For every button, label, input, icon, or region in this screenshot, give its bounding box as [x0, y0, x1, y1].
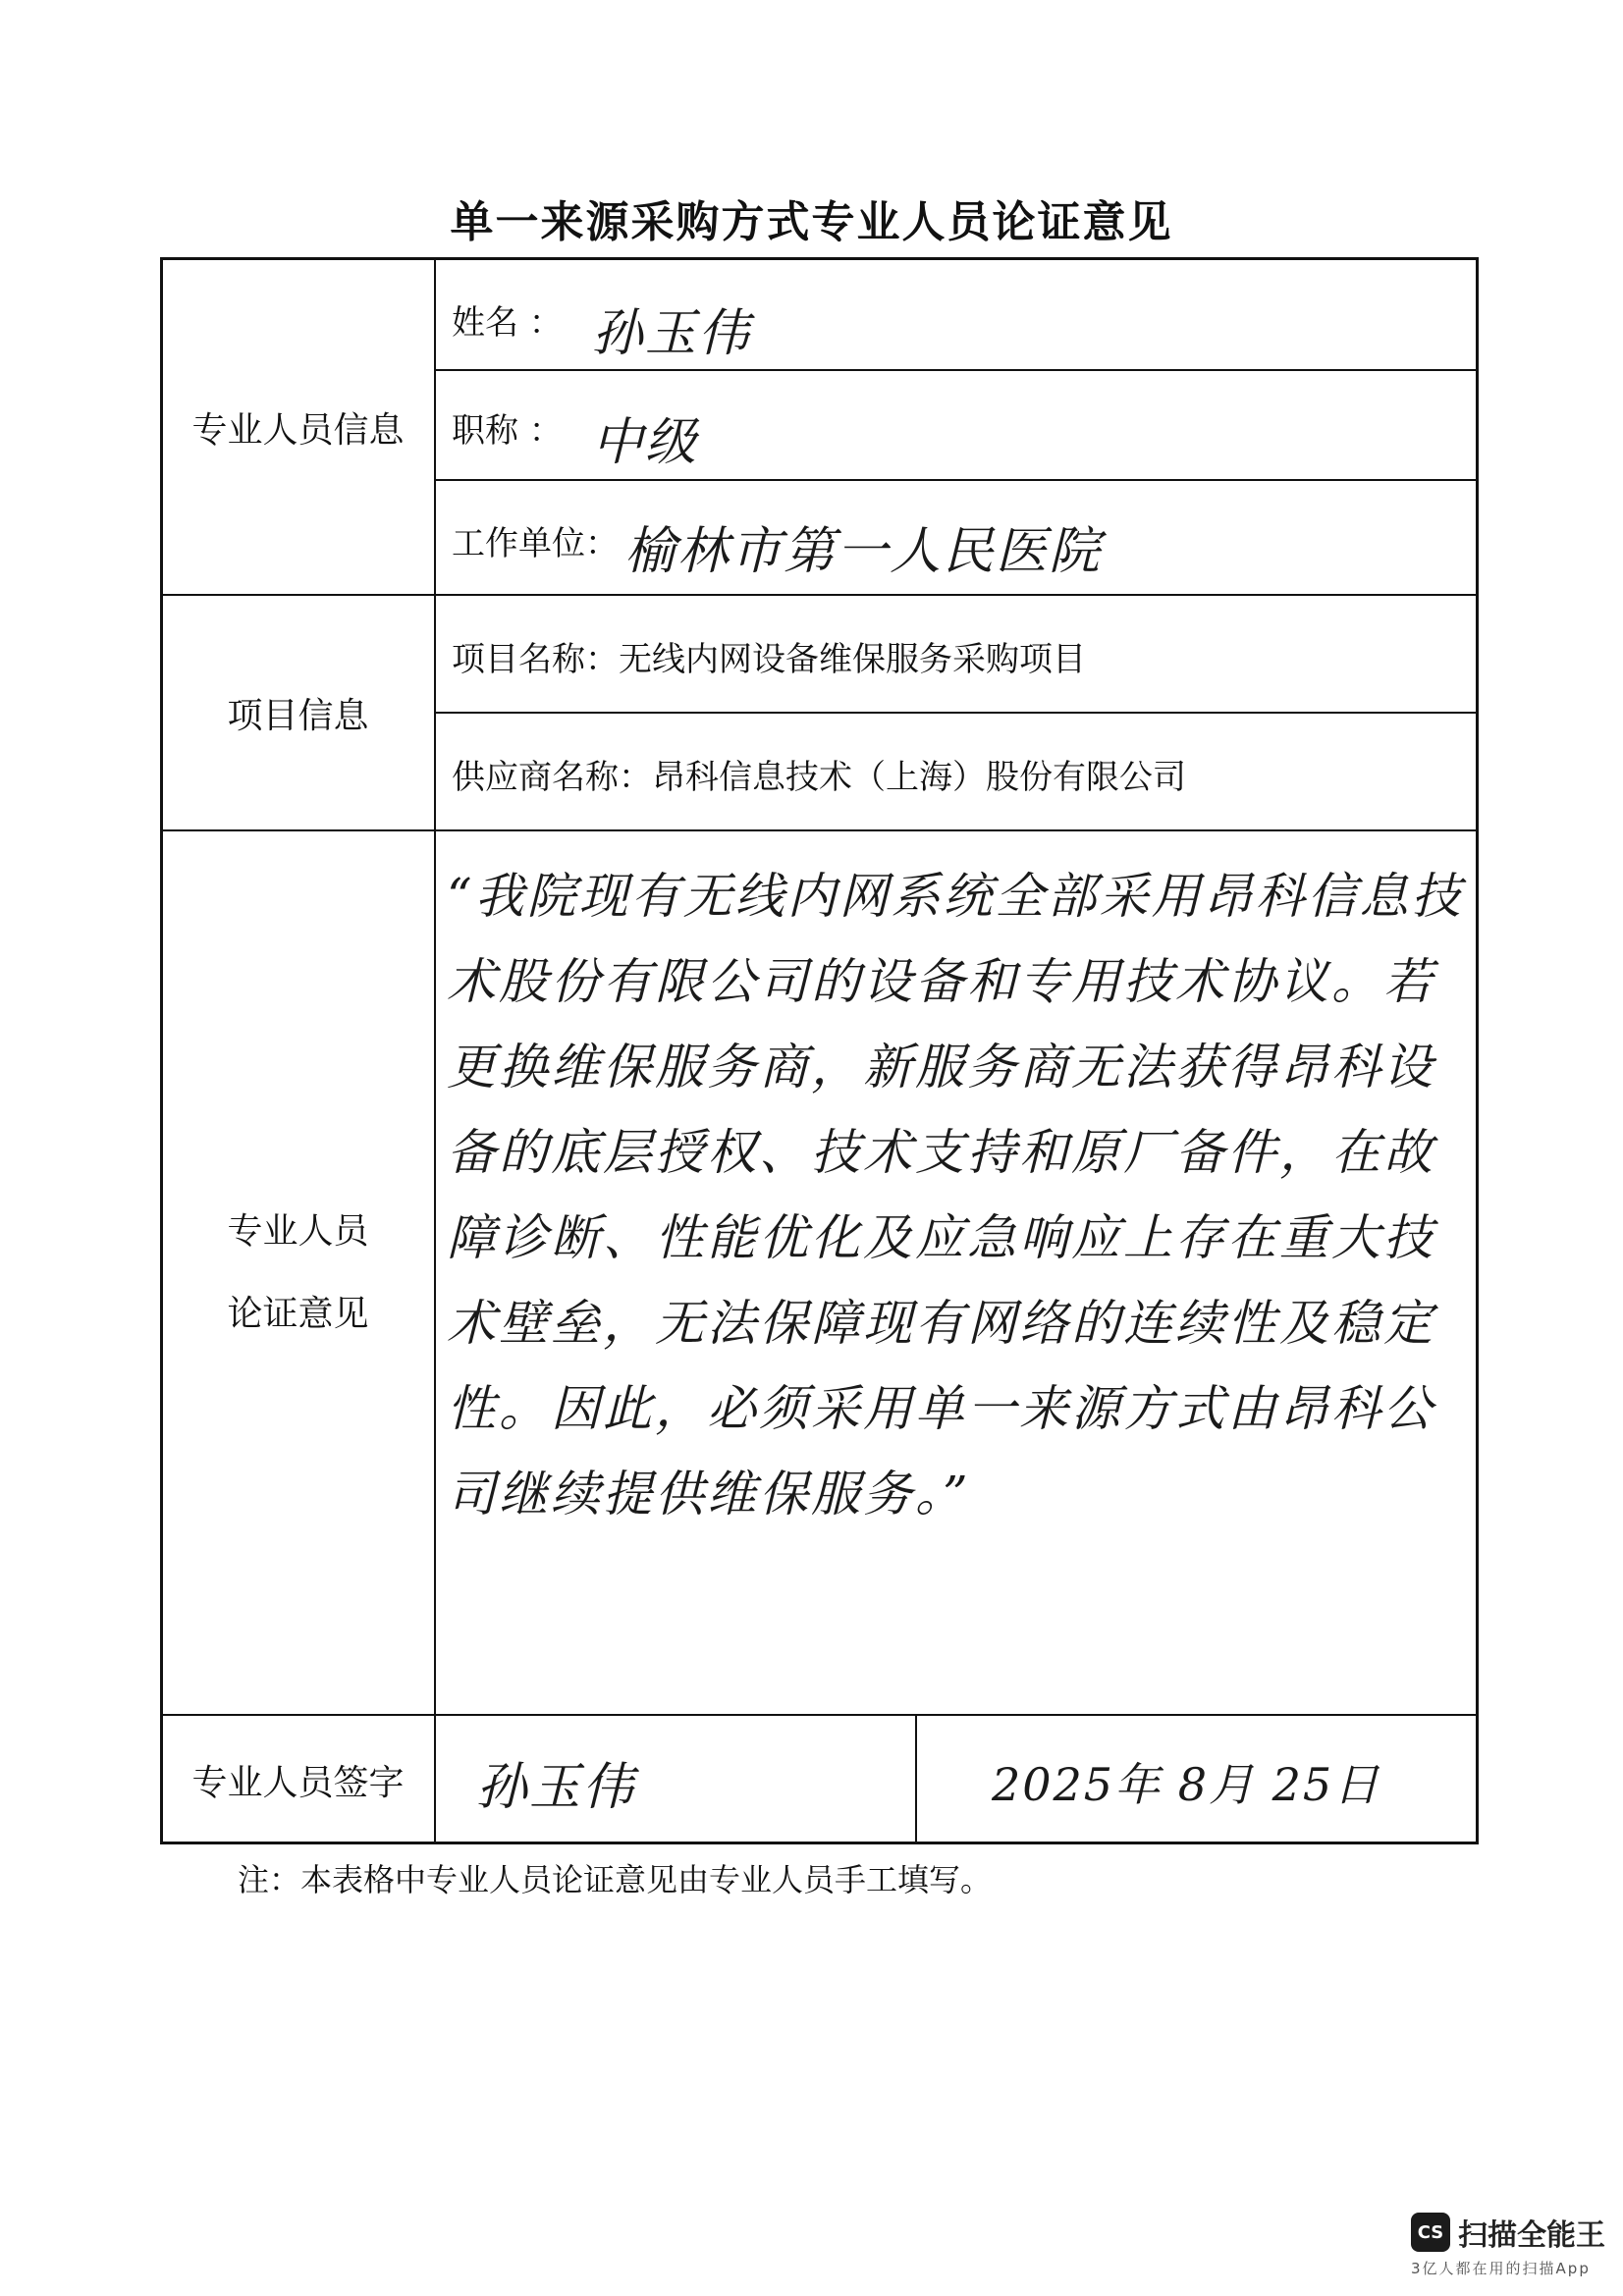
page-title: 单一来源采购方式专业人员论证意见 [450, 197, 1173, 247]
scanner-app-name: 扫描全能王 [1458, 2218, 1605, 2253]
name-row [452, 285, 751, 363]
divider [435, 369, 1478, 371]
section-personnel-info: 专业人员信息 [191, 409, 405, 451]
divider [435, 712, 1478, 714]
section-opinion-line1: 专业人员 [227, 1210, 369, 1252]
supplier-name: 供应商名称：昂科信息技术（上海）股份有限公司 [452, 757, 1186, 797]
name-label: 姓名 ： [452, 302, 563, 343]
section-opinion [162, 831, 434, 1714]
section-signature: 专业人员签字 [191, 1762, 405, 1803]
signature-date: 2025年 8月 25日 [992, 1758, 1381, 1811]
title-value: 中级 [591, 412, 698, 472]
scanner-tagline: 3亿人都在用的扫描App [1411, 2260, 1591, 2277]
opinion-text: “我院现有无线内网系统全部采用昂科信息技术股份有限公司的设备和专用技术协议。若更换维保服务商，新服务商无法获得昂科设备的底层授权、技术支持和原厂备件，在故障诊断、性能优化及应急响应上存在重大技术壁垒，无法保障现有网络的连续性及稳定性。因此，必须采用单一来源方式由昂科公司继续提供维保服务。” [447, 868, 1464, 1522]
signature-value: 孙玉伟 [476, 1757, 636, 1817]
unit-label: 工作单位： [452, 523, 619, 563]
scanner-watermark [1411, 2211, 1605, 2254]
footnote: 注：本表格中专业人员论证意见由专业人员手工填写。 [238, 1861, 993, 1898]
unit-row [452, 506, 1103, 581]
divider [435, 479, 1478, 481]
name-value: 孙玉伟 [591, 303, 751, 363]
unit-value: 榆林市第一人民医院 [624, 521, 1103, 581]
project-name: 项目名称：无线内网设备维保服务采购项目 [452, 639, 1086, 679]
title-row [452, 393, 698, 472]
scanner-app-icon: CS [1411, 2213, 1450, 2252]
section-project-info: 项目信息 [227, 695, 369, 736]
divider [915, 1714, 917, 1843]
divider [434, 258, 436, 1843]
title-label: 职称 ： [452, 410, 563, 451]
section-opinion-line2: 论证意见 [227, 1293, 369, 1334]
